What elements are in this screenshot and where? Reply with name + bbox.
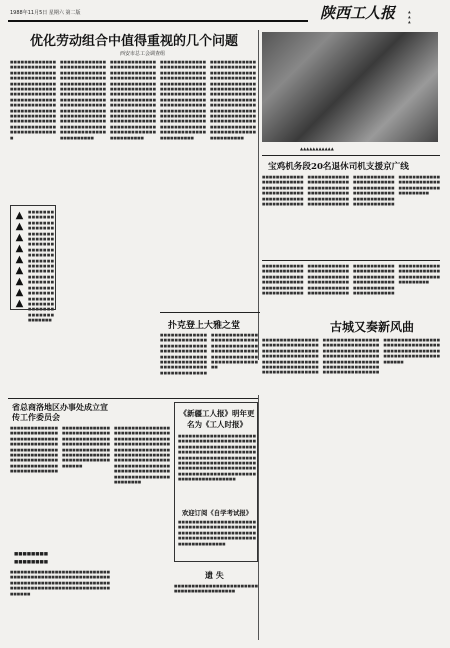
- slogan-body: ■■■■■■■■■■■■■■■■■■■■■■■■■■■■■■■■■■■■■■■■■■■■■■■■■■■■■■■■■■■■■■■■■■■■■■■■■■■■■■■■■■■■■■■■■■■■■■■■■■■■■■: [178, 520, 256, 546]
- divider: [262, 260, 440, 261]
- bottom-lower-left-body: ■■■■■■■■■■■■■■■■■■■■■■■■■■■■■■■■■■■■■■■■■■■■■■■■■■■■■■■■■■■■■■■■■■■■■■■■■■■■■■■■■■■■■■■■■■■■■■■■■■■■■■■■■■■■■■■■■■■■■■■■■■: [10, 570, 110, 596]
- bottom-center-body: ■■■■■■■■■■■■■■■■■■■■■■■■■■■■■■■■■■■■■■■■■■■■■■■■■■■■■■■■■■■■■■■■■■■■■■■■■■■■■■■■■■■■■■■■■■■■■■■■■■■■■■■■■■■■■■■■■■■■■■■■■■■■■■■■■■■■■■■■■■■■■■■■■■■■■■■■■■■■■■■■■■■■■■■■■■■■■■■■■■■■■■■■■■■■■■■■■: [178, 434, 256, 482]
- main-article-col2: ■■■■■■■■■■■■■■■■■■■■■■■■■■■■■■■■■■■■■■■■■■■■■■■■■■■■■■■■■■■■■■■■■■■■■■■■■■■■■■■■■■■■■■■■■■■■■■■■■■■■■■■■■■■■■■■■■■■■■■■■■■■■■■■■■■■■■■■■■■■■■■■■■■■■■■■■■■■■■■■■■■■■■■■■■■■■■■■■■■■■■■■■■■■■■■■■: [60, 60, 106, 140]
- side-vertical-title: ▲▲▲▲▲▲▲▲▲: [14, 210, 25, 309]
- promo-line: ▲: [408, 20, 411, 24]
- lower-mid-body: ■■■■■■■■■■■■■■■■■■■■■■■■■■■■■■■■■■■■■■■■■■■■■■■■■■■■■■■■■■■■■■■■■■■■■■■■■■■■■■■■■■■■■■■■■■■■■■■■■■■■■■■■■■■■■■■■■■■■■■■■■■■■■■■■■■■■■■■■■■■■■■■■■■■■■■■■■■■■■■■■■■■■■■■■■■■■■■■■■■■■■■■■: [160, 333, 258, 375]
- bottom-item: ■■■■■■■■: [14, 552, 49, 557]
- bottom-mid-left-body: ■■■■■■■■■■■■■■■■■■■■■■■■■■■■■■■■■■■■■■■■■■■■■■■■■■■■■■■■■■■■■■■■■■■■■■■■■■■■■■■■■■■■■■■■■■■■■■■■■■■■■■■■■■■■■■■■■■■■■■■■■■■■■■■■■■■■■■■■■■■■■■■■■■■■■■■■■■■■■■■■■■■■■■■■: [114, 426, 170, 485]
- bottom-left-title: 省总商洛地区办事处成立宣传工作委员会: [12, 402, 108, 422]
- main-article-col1: ■■■■■■■■■■■■■■■■■■■■■■■■■■■■■■■■■■■■■■■■■■■■■■■■■■■■■■■■■■■■■■■■■■■■■■■■■■■■■■■■■■■■■■■■■■■■■■■■■■■■■■■■■■■■■■■■■■■■■■■■■■■■■■■■■■■■■■■■■■■■■■■■■■■■■■■■■■■■■■■■■■■■■■■■■■■■■■■■■■■■■■■: [10, 60, 56, 140]
- main-article-col5: ■■■■■■■■■■■■■■■■■■■■■■■■■■■■■■■■■■■■■■■■■■■■■■■■■■■■■■■■■■■■■■■■■■■■■■■■■■■■■■■■■■■■■■■■■■■■■■■■■■■■■■■■■■■■■■■■■■■■■■■■■■■■■■■■■■■■■■■■■■■■■■■■■■■■■■■■■■■■■■■■■■■■■■■■■■■■■■■■■■■■■■■■■■■■■■■■: [210, 60, 256, 140]
- right-culture-title: 古城又奏新风曲: [330, 320, 415, 334]
- main-article-title: 优化劳动组合中值得重视的几个问题: [30, 34, 239, 49]
- bottom-center-title: 《新疆工人报》明年更名为《工人时报》: [179, 409, 255, 429]
- main-article-byline: 西安市总工会调查组: [120, 51, 166, 57]
- slogan: 欢迎订阅《自学考试报》: [181, 509, 253, 517]
- bottom-left-body: ■■■■■■■■■■■■■■■■■■■■■■■■■■■■■■■■■■■■■■■■■■■■■■■■■■■■■■■■■■■■■■■■■■■■■■■■■■■■■■■■■■■■■■■■■■■■■■■■■■■■■■■■■■■■■■■■■■■■■■■■■■■■■■■■■■■■■■■■■■■■■■■■■■■■■■■■■■■■■■■■■■■■■■■■■■■■■■■■■■■■■■■■■■■■■■■■■■■■■■■■■■■■■■■■■■■■■■■■■■■■■■■■■■■■■■: [10, 426, 110, 474]
- right-culture-body: ■■■■■■■■■■■■■■■■■■■■■■■■■■■■■■■■■■■■■■■■■■■■■■■■■■■■■■■■■■■■■■■■■■■■■■■■■■■■■■■■■■■■■■■■■■■■■■■■■■■■■■■■■■■■■■■■■■■■■■■■■■■■■■■■■■■■■■■■■■■■■■■■■■■■■■■■■■■■■■■■■■■■■■■■■■■■■■■■■■■■■■■■■■■■■■■■■■■■■■■■■■■■■■■■■■■■■■■■■■■■■■■■■■■■■■■■■■■■■■■■■■■■■■■■■■■■■■■■■■■■■■■■■■■■■■■■■■■■■■■■■■■■■■■■■■■■■■: [262, 338, 440, 375]
- divider: [262, 155, 440, 156]
- divider: [160, 312, 260, 313]
- lower-mid-title: 扑克登上大雅之堂: [168, 321, 241, 331]
- promo-line: ▲: [408, 15, 411, 19]
- main-article-col3: ■■■■■■■■■■■■■■■■■■■■■■■■■■■■■■■■■■■■■■■■■■■■■■■■■■■■■■■■■■■■■■■■■■■■■■■■■■■■■■■■■■■■■■■■■■■■■■■■■■■■■■■■■■■■■■■■■■■■■■■■■■■■■■■■■■■■■■■■■■■■■■■■■■■■■■■■■■■■■■■■■■■■■■■■■■■■■■■■■■■■■■■■■■■■■■■■: [110, 60, 156, 140]
- masthead-promo: [408, 10, 442, 32]
- bottom-item: ■■■■■■■■: [14, 560, 49, 565]
- masthead-rule: [8, 20, 308, 22]
- date-line: 1988年11月5日 星期六 第二版: [10, 10, 81, 16]
- divider: [8, 398, 258, 399]
- photo-caption: ▲▲▲▲▲▲▲▲▲▲▲: [300, 146, 334, 151]
- mid-right-title: 宝鸡机务段20名退休司机支援京广线: [268, 162, 409, 172]
- side-vertical-body: ■■■■■■■■■■■■■■■■■■■■■■■■■■■■■■■■■■■■■■■■■■■■■■■■■■■■■■■■■■■■■■■■■■■■■■■■■■■■■■■■■■■■■■■■■■■■■■■■■■■■■■■■■■■■■■■■■■■■■■■■■■■■■■■■■■■■■■■■■■■■■■■■■■■: [28, 210, 54, 323]
- main-article-col4: ■■■■■■■■■■■■■■■■■■■■■■■■■■■■■■■■■■■■■■■■■■■■■■■■■■■■■■■■■■■■■■■■■■■■■■■■■■■■■■■■■■■■■■■■■■■■■■■■■■■■■■■■■■■■■■■■■■■■■■■■■■■■■■■■■■■■■■■■■■■■■■■■■■■■■■■■■■■■■■■■■■■■■■■■■■■■■■■■■■■■■■■■■■■■■■■■: [160, 60, 206, 140]
- column-divider: [258, 30, 259, 360]
- news-photo: [262, 32, 438, 142]
- mid-right-body: ■■■■■■■■■■■■■■■■■■■■■■■■■■■■■■■■■■■■■■■■■■■■■■■■■■■■■■■■■■■■■■■■■■■■■■■■■■■■■■■■■■■■■■■■■■■■■■■■■■■■■■■■■■■■■■■■■■■■■■■■■■■■■■■■■■■■■■■■■■■■■■■■■■■■■■■■■■■■■■■■■■■■■■■■■■■■■■■■■■■■■■■■■■■■■■■■■■■■■■■■■■■■■■■■■■■■■■■■■■■■■■■■■■■■■■■■■■■■■■■■■■■■■■■■■■■■■■■■■■■■■: [262, 175, 440, 207]
- notice-body: ■■■■■■■■■■■■■■■■■■■■■■■■■■■■■■■■■■■■■■■■■■: [174, 584, 258, 594]
- mid-right-continued: ■■■■■■■■■■■■■■■■■■■■■■■■■■■■■■■■■■■■■■■■■■■■■■■■■■■■■■■■■■■■■■■■■■■■■■■■■■■■■■■■■■■■■■■■■■■■■■■■■■■■■■■■■■■■■■■■■■■■■■■■■■■■■■■■■■■■■■■■■■■■■■■■■■■■■■■■■■■■■■■■■■■■■■■■■■■■■■■■■■■■■■■■■■■■■■■■■■■■■■■■■■■■■■■■■■■■■■■■■■■■■■■■■■■■■■■■■■■■■■■■■■■■■■■■■■■■■■■■■■■■■: [262, 264, 440, 296]
- promo-line: ▲: [408, 10, 411, 14]
- notice-title: 遗 失: [205, 570, 224, 580]
- column-divider: [258, 395, 259, 640]
- paper-name: 陕西工人报: [320, 4, 396, 22]
